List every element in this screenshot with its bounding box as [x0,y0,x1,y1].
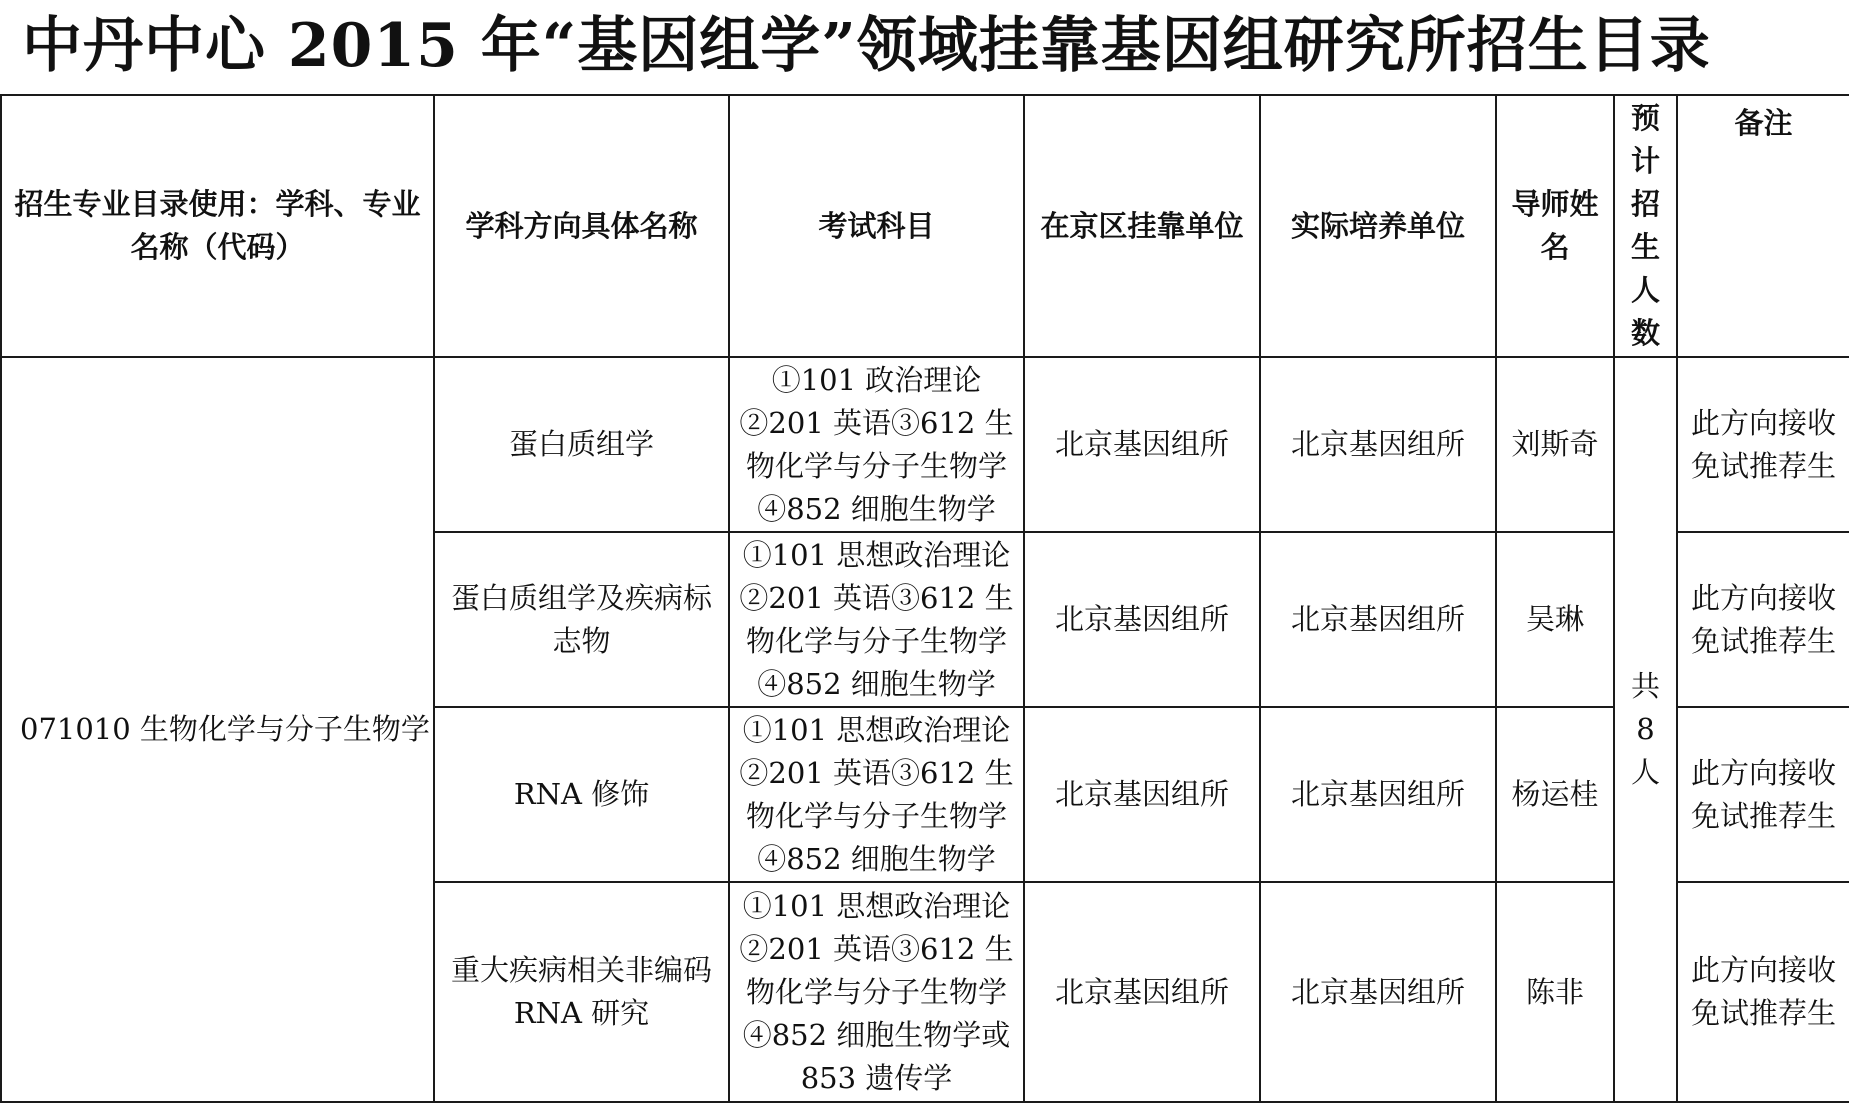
quota-char: 8 [1636,712,1655,746]
header-quota-char: 生 [1630,230,1660,264]
tutor-cell: 刘斯奇 [1496,357,1614,532]
document-title: 中丹中心 2015 年“基因组学”领域挂靠基因组研究所招生目录 [22,11,1711,81]
note-cell: 此方向接收免试推荐生 [1677,707,1849,882]
direction-cell: 蛋白质组学及疾病标志物 [434,532,729,707]
exam-cell: ①101 政治理论②201 英语③612 生物化学与分子生物学④852 细胞生物学 [729,357,1024,532]
header-direction: 学科方向具体名称 [434,95,729,357]
note-cell: 此方向接收免试推荐生 [1677,357,1849,532]
unit-cell: 北京基因组所 [1024,707,1260,882]
training-cell: 北京基因组所 [1260,882,1496,1102]
exam-cell: ①101 思想政治理论②201 英语③612 生物化学与分子生物学④852 细胞生物学 [729,532,1024,707]
header-tutor: 导师姓名 [1496,95,1614,357]
training-cell: 北京基因组所 [1260,707,1496,882]
unit-cell: 北京基因组所 [1024,357,1260,532]
major-cell: 071010 生物化学与分子生物学 [1,357,434,1102]
tutor-cell: 陈非 [1496,882,1614,1102]
header-quota-char: 招 [1630,187,1660,221]
quota-char: 共 [1630,669,1660,703]
training-cell: 北京基因组所 [1260,532,1496,707]
unit-cell: 北京基因组所 [1024,882,1260,1102]
training-cell: 北京基因组所 [1260,357,1496,532]
header-major: 招生专业目录使用：学科、专业名称（代码） [1,95,434,357]
direction-cell: RNA 修饰 [434,707,729,882]
header-unit: 在京区挂靠单位 [1024,95,1260,357]
direction-cell: 蛋白质组学 [434,357,729,532]
enrollment-table [0,94,1849,1103]
header-quota-char: 预 [1630,101,1660,135]
header-training: 实际培养单位 [1260,95,1496,357]
exam-cell: ①101 思想政治理论②201 英语③612 生物化学与分子生物学④852 细胞生物学 [729,707,1024,882]
table-row [1,357,1849,532]
header-note: 备注 [1677,95,1849,357]
exam-cell: ①101 思想政治理论②201 英语③612 生物化学与分子生物学④852 细胞生物学或853 遗传学 [729,882,1024,1102]
note-cell: 此方向接收免试推荐生 [1677,882,1849,1102]
header-quota-char: 数 [1630,316,1660,350]
direction-cell: 重大疾病相关非编码 RNA 研究 [434,882,729,1102]
tutor-cell: 杨运桂 [1496,707,1614,882]
quota-cell [1614,357,1677,1102]
header-quota-char: 人 [1630,273,1660,307]
header-quota [1614,95,1677,357]
header-quota-char: 计 [1630,144,1660,178]
header-exam: 考试科目 [729,95,1024,357]
unit-cell: 北京基因组所 [1024,532,1260,707]
quota-char: 人 [1630,755,1660,789]
table-header-row [1,95,1849,357]
note-cell: 此方向接收免试推荐生 [1677,532,1849,707]
tutor-cell: 吴琳 [1496,532,1614,707]
